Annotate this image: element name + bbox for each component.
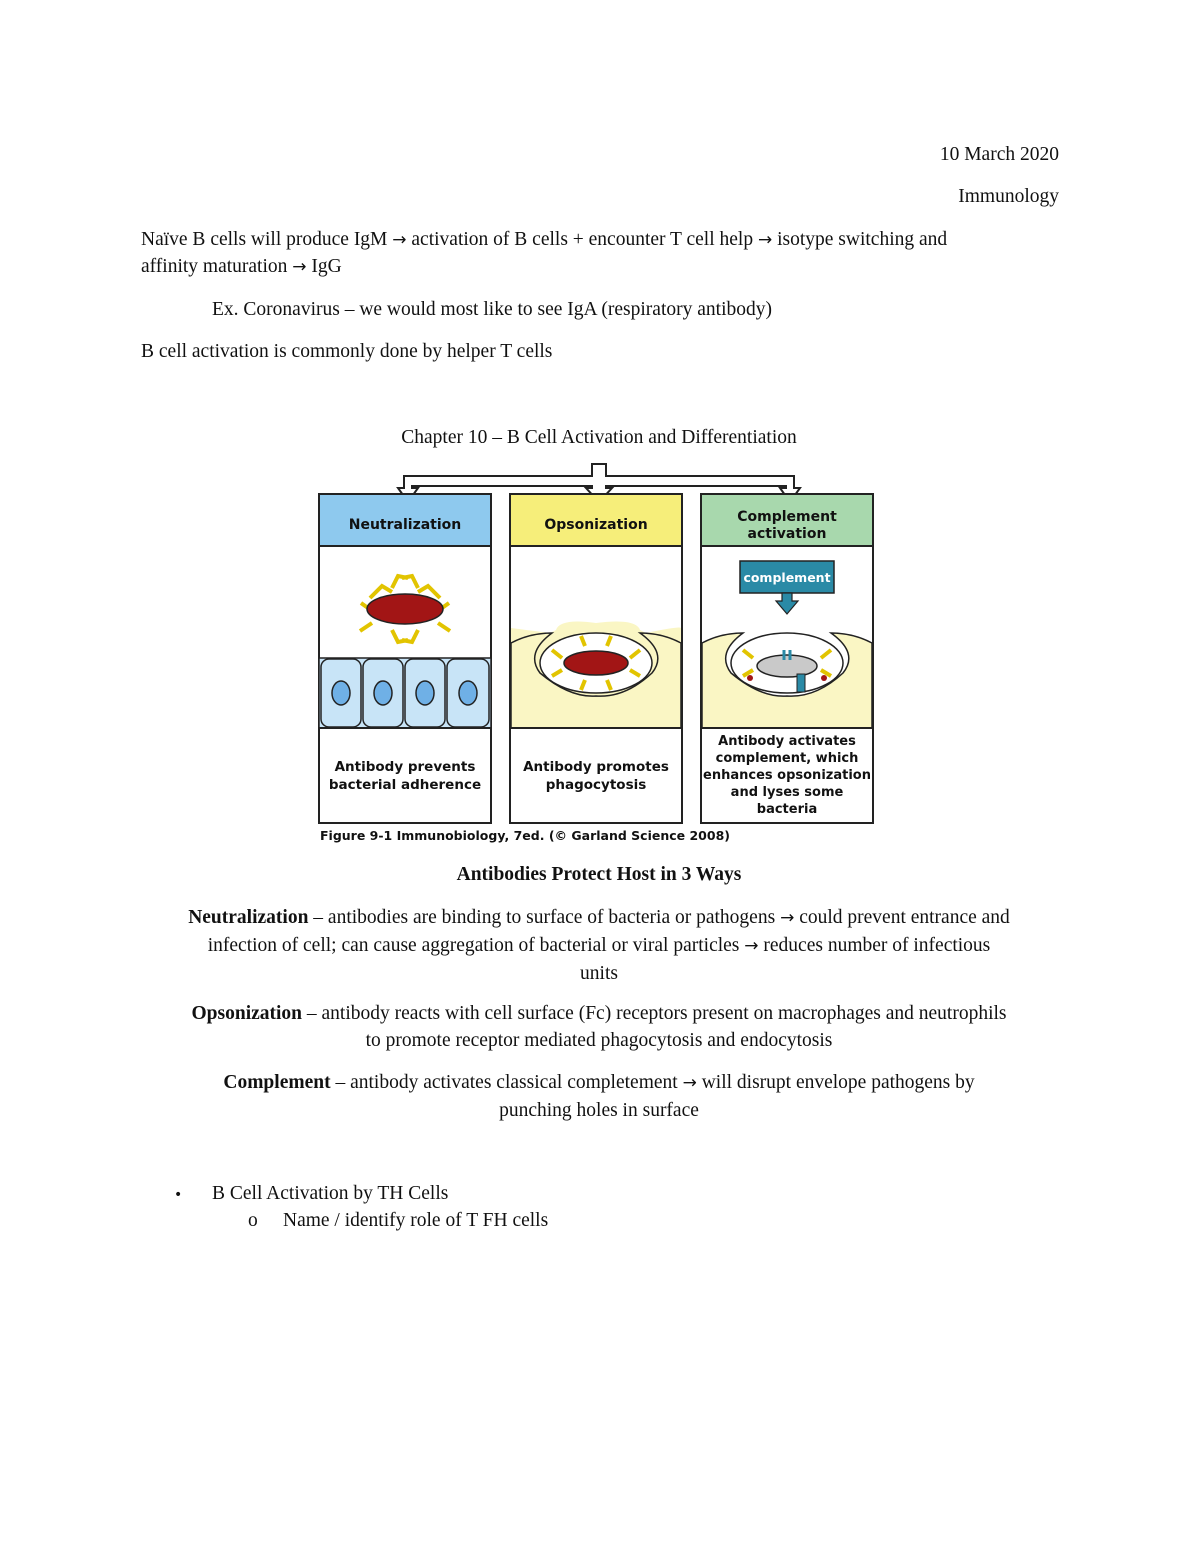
para-text: infection of cell; can cause aggregation of bacterial or viral particles <box>207 935 740 956</box>
para-text: units <box>580 963 618 984</box>
bullet-dot-icon: • <box>174 1187 183 1203</box>
opsonization-paragraph <box>140 1000 1058 1054</box>
para-text: will disrupt envelope pathogens by <box>701 1072 975 1093</box>
intro-text: isotype switching and <box>777 229 948 250</box>
para-text: – antibodies are binding to surface of bacteria or pathogens <box>313 907 776 928</box>
bullet-item <box>174 1180 182 1209</box>
chapter-title: Chapter 10 – B Cell Activation and Differentiation <box>401 427 797 448</box>
para-text: could prevent entrance and <box>799 907 1010 928</box>
section-title: Antibodies Protect Host in 3 Ways <box>456 864 742 885</box>
arrow-right-icon: → <box>744 936 759 956</box>
para-text: punching holes in surface <box>499 1100 699 1121</box>
figure-credit: Figure 9-1 Immunobiology, 7ed. (© Garland Science 2008) <box>320 828 730 843</box>
arrow-right-icon: → <box>392 230 407 250</box>
panel-complement <box>701 494 873 823</box>
antibody-functions-figure <box>300 458 900 848</box>
para-text: reduces number of infectious <box>763 935 991 956</box>
complement-label: complement <box>743 570 831 585</box>
caption-line: Antibody prevents <box>334 759 476 775</box>
panel-opsonization <box>510 494 682 823</box>
caption-line: Antibody activates <box>718 734 856 749</box>
lysed-bacterium <box>757 655 817 677</box>
para-text: – antibody activates classical completement <box>335 1072 678 1093</box>
intro-line-1 <box>141 226 947 254</box>
neutralization-paragraph <box>140 904 1058 987</box>
para-text: – antibody reacts with cell surface (Fc) receptors present on macrophages and neutrophils <box>306 1003 1007 1024</box>
caption-line: bacterial adherence <box>328 777 482 793</box>
caption-line: enhances opsonization <box>703 768 871 783</box>
arrow-right-icon: → <box>292 257 307 277</box>
bacterium <box>367 594 443 624</box>
intro-line-2 <box>141 253 342 281</box>
caption-line: Antibody promotes <box>523 759 669 775</box>
b-cell-note: B cell activation is commonly done by helper T cells <box>141 341 553 362</box>
intro-text: Naïve B cells will produce IgM <box>141 229 388 250</box>
sub-bullet-icon: o <box>248 1210 258 1231</box>
panel-header-complement: Complement <box>737 509 837 525</box>
bacterium <box>564 651 628 675</box>
date-line: 10 March 2020 <box>939 144 1059 165</box>
term-opsonization: Opsonization <box>191 1003 303 1024</box>
term-neutralization: Neutralization <box>188 907 309 928</box>
intro-text: IgG <box>311 256 342 277</box>
arrow-right-icon: → <box>780 908 795 928</box>
sub-bullet-text: Name / identify role of T FH cells <box>283 1210 549 1231</box>
bullet-text: B Cell Activation by TH Cells <box>212 1183 449 1204</box>
caption-line: phagocytosis <box>545 777 647 793</box>
term-complement: Complement <box>223 1072 331 1093</box>
arrow-right-icon: → <box>757 230 773 250</box>
example-line: Ex. Coronavirus – we would most like to see IgA (respiratory antibody) <box>212 299 772 320</box>
caption-line: and lyses some <box>730 785 844 800</box>
para-text: to promote receptor mediated phagocytosis and endocytosis <box>365 1030 833 1051</box>
caption-line: complement, which <box>715 751 859 766</box>
panel-header-neutralization: Neutralization <box>348 517 462 533</box>
panel-neutralization <box>319 494 491 823</box>
intro-text: affinity maturation <box>141 256 288 277</box>
complement-paragraph <box>140 1069 1058 1124</box>
arrow-right-icon: → <box>682 1073 697 1093</box>
panel-header-opsonization: Opsonization <box>544 517 648 533</box>
panel-header-activation: activation <box>747 526 827 542</box>
intro-text: activation of B cells + encounter T cell help <box>411 229 754 250</box>
course-line: Immunology <box>958 186 1059 207</box>
caption-line: bacteria <box>756 802 818 817</box>
